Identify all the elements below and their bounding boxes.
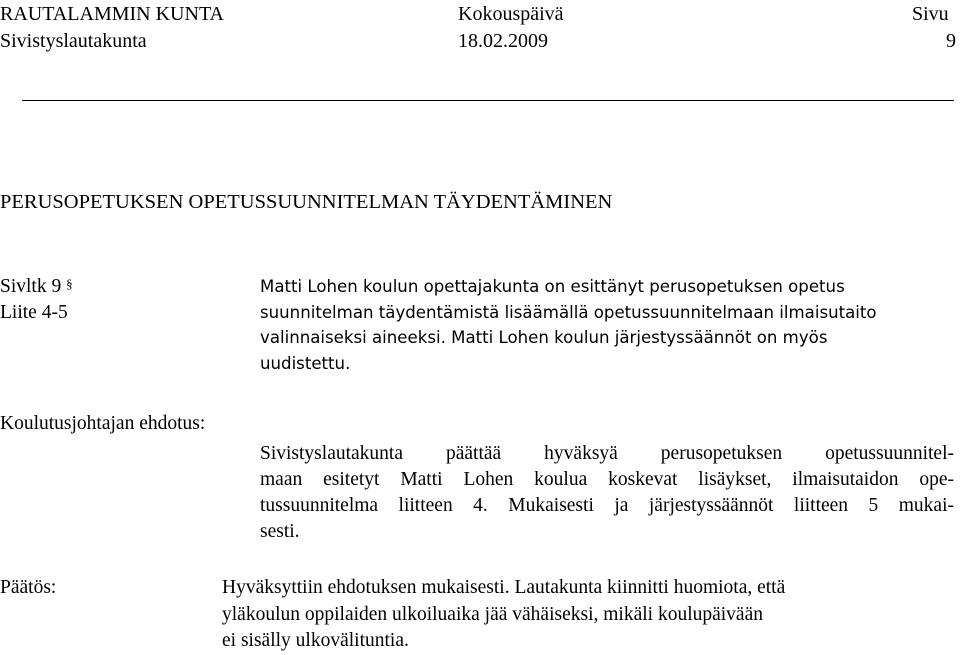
- organization-name: RAUTALAMMIN KUNTA: [0, 3, 225, 25]
- page-label: Sivu: [912, 3, 949, 25]
- intro-paragraph: [260, 274, 960, 376]
- page-number: 9: [946, 30, 956, 52]
- proposal-line: sesti.: [260, 521, 300, 542]
- proposal-line: tussuunnitelma liitteen 4. Mukaisesti ja järjestyssäännöt liitteen 5 mukai-: [260, 495, 954, 516]
- intro-line: Matti Lohen koulun opettajakunta on esittänyt perusopetuksen opetus: [260, 277, 845, 296]
- meeting-date-label: Kokouspäivä: [458, 3, 564, 25]
- attachment-reference: Liite 4-5: [0, 302, 68, 323]
- section-symbol: §: [66, 276, 73, 291]
- committee-name: Sivistyslautakunta: [0, 30, 147, 52]
- proposal-line: maan esitetyt Matti Lohen koulua koskevat lisäykset, ilmaisutaidon ope-: [260, 469, 954, 490]
- section-reference: [0, 277, 73, 297]
- proposal-label: Koulutusjohtajan ehdotus:: [0, 413, 206, 434]
- decision-label: Päätös:: [0, 577, 57, 598]
- decision-line: Hyväksyttiin ehdotuksen mukaisesti. Lautakunta kiinnitti huomiota, että: [222, 577, 786, 598]
- document-title: PERUSOPETUKSEN OPETUSSUUNNITELMAN TÄYDENTÄMINEN: [0, 191, 613, 213]
- decision-line: ei sisälly ulkovälituntia.: [222, 630, 409, 651]
- proposal-paragraph: [260, 441, 954, 545]
- intro-line: valinnaiseksi aineeksi. Matti Lohen koulun järjestyssäännöt on myös: [260, 328, 828, 347]
- meeting-date: 18.02.2009: [458, 30, 548, 52]
- proposal-line: Sivistyslautakunta päättää hyväksyä perusopetuksen opetussuunnitel-: [260, 443, 954, 464]
- decision-paragraph: [222, 575, 960, 655]
- intro-line: suunnitelman täydentämistä lisäämällä opetussuunnitelmaan ilmaisutaito: [260, 302, 877, 322]
- header-divider: [22, 100, 954, 101]
- section-number: Sivltk 9: [0, 276, 62, 297]
- intro-line: uudistettu.: [260, 353, 351, 373]
- decision-line: yläkoulun oppilaiden ulkoiluaika jää vähäiseksi, mikäli koulupäivään: [222, 603, 763, 625]
